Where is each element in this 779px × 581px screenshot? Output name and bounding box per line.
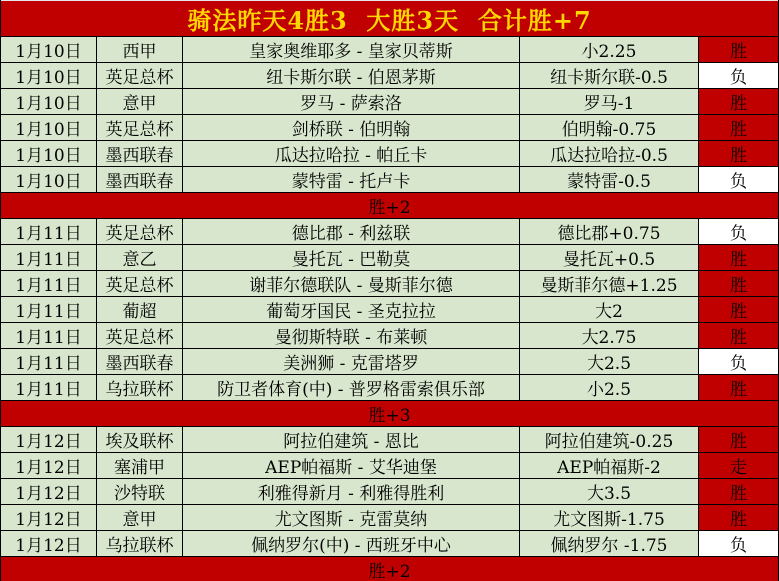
handicap-cell: 纽卡斯尔联-0.5 (520, 63, 699, 88)
date-cell: 1月12日 (1, 505, 97, 530)
date-cell: 1月12日 (1, 427, 97, 452)
league-cell: 墨西联春 (97, 349, 183, 374)
result-badge: 胜 (699, 141, 778, 166)
table-row (1, 427, 778, 453)
league-cell: 墨西联春 (97, 141, 183, 166)
table-row (1, 115, 778, 141)
result-badge: 负 (699, 219, 778, 244)
table-row (1, 349, 778, 375)
match-cell: 尤文图斯 - 克雷莫纳 (183, 505, 520, 530)
match-cell: AEP帕福斯 - 艾华迪堡 (183, 453, 520, 478)
table-row (1, 141, 778, 167)
section-summary-row: 胜+3 (1, 401, 778, 427)
match-cell: 曼托瓦 - 巴勒莫 (183, 245, 520, 270)
date-cell: 1月11日 (1, 297, 97, 322)
league-cell: 墨西联春 (97, 167, 183, 192)
table-row (1, 245, 778, 271)
handicap-cell: 尤文图斯-1.75 (520, 505, 699, 530)
result-badge: 胜 (699, 37, 778, 62)
result-badge: 胜 (699, 271, 778, 296)
result-badge: 胜 (699, 479, 778, 504)
result-badge: 胜 (699, 245, 778, 270)
handicap-cell: 曼斯菲尔德+1.25 (520, 271, 699, 296)
handicap-cell: 瓜达拉哈拉-0.5 (520, 141, 699, 166)
table-row (1, 531, 778, 557)
league-cell: 乌拉联杯 (97, 375, 183, 400)
date-cell: 1月12日 (1, 479, 97, 504)
handicap-cell: 德比郡+0.75 (520, 219, 699, 244)
table-row (1, 297, 778, 323)
handicap-cell: 曼托瓦+0.5 (520, 245, 699, 270)
handicap-cell: 小2.5 (520, 375, 699, 400)
handicap-cell: 大2.75 (520, 323, 699, 348)
handicap-cell: AEP帕福斯-2 (520, 453, 699, 478)
result-badge: 胜 (699, 427, 778, 452)
table-row (1, 323, 778, 349)
league-cell: 沙特联 (97, 479, 183, 504)
table-body (1, 37, 778, 581)
match-cell: 利雅得新月 - 利雅得胜利 (183, 479, 520, 504)
section-summary-row: 胜+2 (1, 193, 778, 219)
date-cell: 1月11日 (1, 219, 97, 244)
date-cell: 1月11日 (1, 349, 97, 374)
handicap-cell: 大2.5 (520, 349, 699, 374)
handicap-cell: 佩纳罗尔 -1.75 (520, 531, 699, 556)
date-cell: 1月10日 (1, 89, 97, 114)
league-cell: 西甲 (97, 37, 183, 62)
result-badge: 胜 (699, 115, 778, 140)
date-cell: 1月10日 (1, 37, 97, 62)
result-badge: 胜 (699, 297, 778, 322)
date-cell: 1月12日 (1, 531, 97, 556)
result-badge: 负 (699, 531, 778, 556)
table-row (1, 89, 778, 115)
handicap-cell: 大3.5 (520, 479, 699, 504)
league-cell: 塞浦甲 (97, 453, 183, 478)
table-row (1, 63, 778, 89)
league-cell: 英足总杯 (97, 323, 183, 348)
table-row (1, 271, 778, 297)
date-cell: 1月10日 (1, 167, 97, 192)
date-cell: 1月11日 (1, 323, 97, 348)
table-row (1, 219, 778, 245)
match-cell: 皇家奥维耶多 - 皇家贝蒂斯 (183, 37, 520, 62)
date-cell: 1月11日 (1, 271, 97, 296)
table-row (1, 37, 778, 63)
handicap-cell: 大2 (520, 297, 699, 322)
league-cell: 英足总杯 (97, 219, 183, 244)
match-cell: 谢菲尔德联队 - 曼斯菲尔德 (183, 271, 520, 296)
table-row (1, 453, 778, 479)
match-cell: 剑桥联 - 伯明翰 (183, 115, 520, 140)
result-badge: 胜 (699, 505, 778, 530)
date-cell: 1月11日 (1, 245, 97, 270)
league-cell: 葡超 (97, 297, 183, 322)
match-cell: 佩纳罗尔(中) - 西班牙中心 (183, 531, 520, 556)
handicap-cell: 蒙特雷-0.5 (520, 167, 699, 192)
match-cell: 曼彻斯特联 - 布莱顿 (183, 323, 520, 348)
match-cell: 蒙特雷 - 托卢卡 (183, 167, 520, 192)
result-badge: 负 (699, 167, 778, 192)
league-cell: 英足总杯 (97, 271, 183, 296)
result-badge: 胜 (699, 323, 778, 348)
match-cell: 美洲狮 - 克雷塔罗 (183, 349, 520, 374)
date-cell: 1月12日 (1, 453, 97, 478)
table-title: 骑法昨天4胜3 大胜3天 合计胜+7 (1, 0, 778, 37)
table-row (1, 505, 778, 531)
league-cell: 乌拉联杯 (97, 531, 183, 556)
match-cell: 德比郡 - 利兹联 (183, 219, 520, 244)
date-cell: 1月10日 (1, 63, 97, 88)
result-badge: 胜 (699, 375, 778, 400)
table-row (1, 479, 778, 505)
result-badge: 胜 (699, 89, 778, 114)
match-cell: 瓜达拉哈拉 - 帕丘卡 (183, 141, 520, 166)
date-cell: 1月10日 (1, 141, 97, 166)
result-badge: 负 (699, 63, 778, 88)
table-row (1, 375, 778, 401)
match-cell: 阿拉伯建筑 - 恩比 (183, 427, 520, 452)
result-badge: 负 (699, 349, 778, 374)
league-cell: 英足总杯 (97, 63, 183, 88)
handicap-cell: 小2.25 (520, 37, 699, 62)
date-cell: 1月10日 (1, 115, 97, 140)
league-cell: 意甲 (97, 505, 183, 530)
league-cell: 意甲 (97, 89, 183, 114)
date-cell: 1月11日 (1, 375, 97, 400)
league-cell: 埃及联杯 (97, 427, 183, 452)
match-cell: 纽卡斯尔联 - 伯恩茅斯 (183, 63, 520, 88)
section-summary-row: 胜+2 (1, 557, 778, 581)
match-cell: 葡萄牙国民 - 圣克拉拉 (183, 297, 520, 322)
league-cell: 意乙 (97, 245, 183, 270)
match-cell: 罗马 - 萨索洛 (183, 89, 520, 114)
match-cell: 防卫者体育(中) - 普罗格雷索俱乐部 (183, 375, 520, 400)
table-row (1, 167, 778, 193)
result-badge: 走 (699, 453, 778, 478)
handicap-cell: 阿拉伯建筑-0.25 (520, 427, 699, 452)
league-cell: 英足总杯 (97, 115, 183, 140)
handicap-cell: 罗马-1 (520, 89, 699, 114)
handicap-cell: 伯明翰-0.75 (520, 115, 699, 140)
